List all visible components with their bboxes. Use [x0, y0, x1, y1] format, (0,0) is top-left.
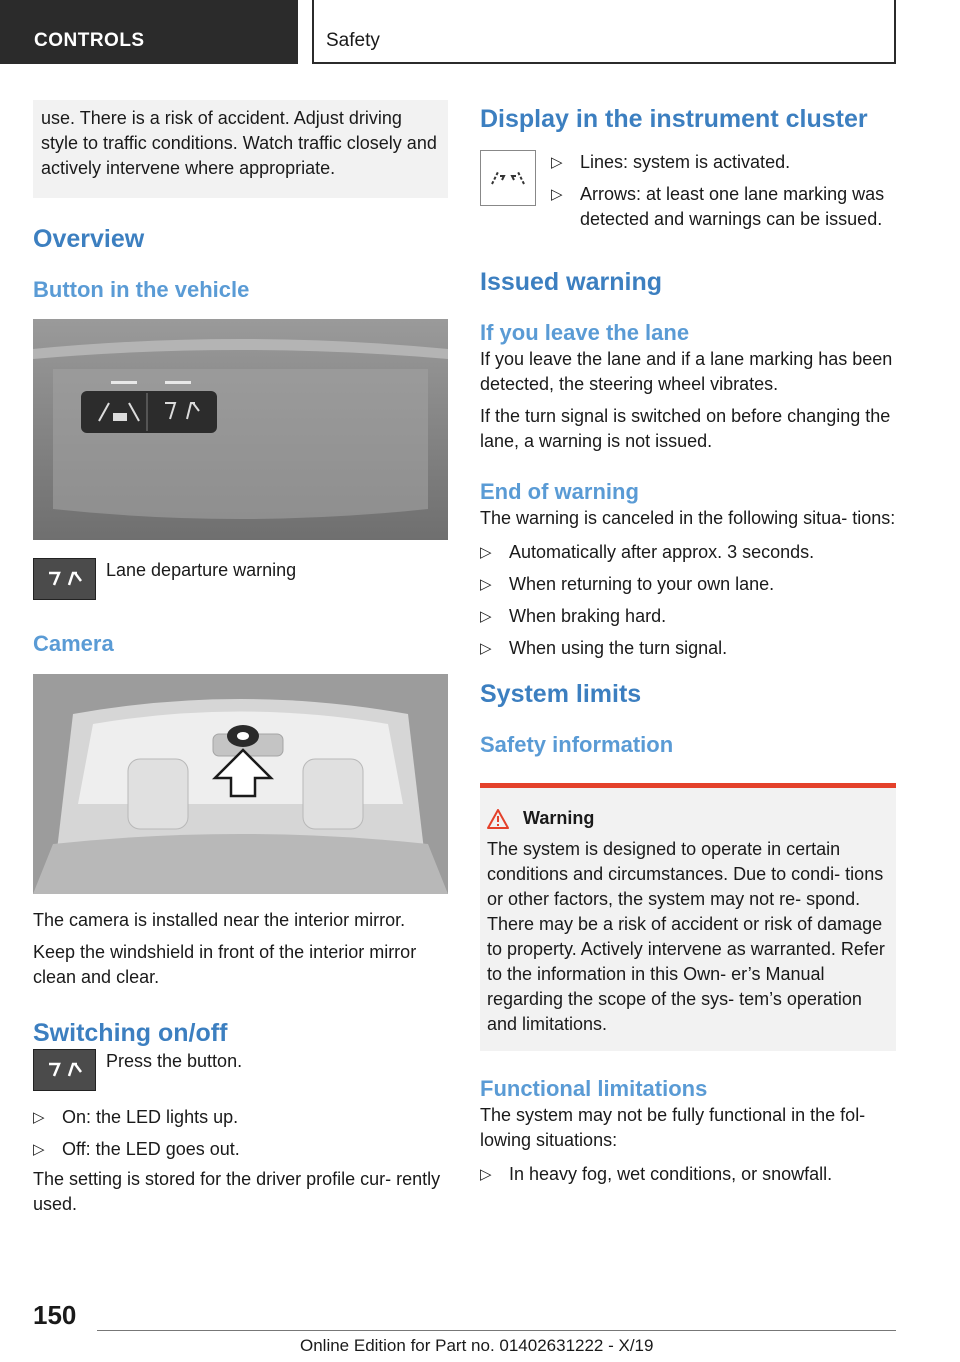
button-panel-illustration [33, 319, 448, 540]
switch-caption: Press the button. [106, 1051, 243, 1071]
footer-divider [97, 1330, 896, 1331]
functional-paragraph: The system may not be fully functional in the fol‐ lowing situations: [480, 1105, 866, 1150]
end-list [480, 540, 896, 661]
bullet-triangle-icon: ▷ [480, 544, 492, 561]
warning-box [480, 783, 896, 1051]
button-caption: Lane departure warning [106, 560, 297, 580]
warning-label: Warning [523, 808, 595, 828]
bullet-triangle-icon: ▷ [551, 154, 563, 171]
bullet-triangle-icon: ▷ [480, 1166, 492, 1183]
callout-box [33, 100, 448, 198]
list-item: ▷ When braking hard. [480, 604, 896, 629]
switch-list [33, 1105, 448, 1162]
callout-text: use. There is a risk of accident. Adjust driving style to traffic conditions. Watch traffic closely and actively intervene where appropriate. [41, 108, 437, 178]
lane-markings-display-icon [480, 150, 536, 206]
leave-paragraph-2: If the turn signal is switched on before changing the lane, a warning is not issued. [480, 406, 891, 451]
display-list [551, 150, 896, 239]
bullet-triangle-icon: ▷ [551, 186, 563, 203]
display-row [480, 150, 896, 239]
page-header [0, 0, 960, 66]
display-heading: Display in the instrument cluster [480, 105, 868, 133]
end-warning-heading: End of warning [480, 479, 639, 504]
switch-caption-row [33, 1049, 448, 1091]
footer-edition: Online Edition for Part no. 01402631222 - X/19 [300, 1336, 654, 1355]
list-item: ▷ When returning to your own lane. [480, 572, 896, 597]
camera-heading: Camera [33, 631, 114, 656]
bullet-triangle-icon: ▷ [33, 1141, 45, 1158]
warning-header [487, 808, 889, 829]
list-item: ▷ Automatically after approx. 3 seconds. [480, 540, 896, 565]
switching-heading: Switching on/off [33, 1019, 228, 1047]
button-figure [33, 319, 448, 540]
switch-note: The setting is stored for the driver profile cur‐ rently used. [33, 1169, 441, 1214]
lane-departure-button-icon-2 [33, 1049, 96, 1091]
button-caption-row [33, 558, 448, 600]
camera-paragraph-2: Keep the windshield in front of the interior mirror clean and clear. [33, 942, 417, 987]
right-column [480, 100, 896, 1194]
bullet-triangle-icon: ▷ [480, 608, 492, 625]
overview-heading: Overview [33, 225, 145, 253]
bullet-triangle-icon: ▷ [480, 576, 492, 593]
list-item: ▷ Off: the LED goes out. [33, 1137, 448, 1162]
camera-location-illustration [33, 674, 448, 894]
warning-text: The system is designed to operate in certain conditions and circumstances. Due to condi‐ tions or other factors, the system may not re‐ spond. There may be a risk of accident or risk of damage to property. Actively intervene as warranted. Refer to the information in this Own‐ er’s Manual regarding the scope of the sys‐ tem’s operation and limitations. [487, 839, 885, 1034]
page-number: 150 [33, 1300, 77, 1330]
left-column [33, 100, 448, 1217]
system-limits-heading: System limits [480, 680, 642, 708]
bullet-triangle-icon: ▷ [33, 1109, 45, 1126]
leave-lane-heading: If you leave the lane [480, 320, 690, 345]
list-item: ▷ In heavy fog, wet conditions, or snowfall. [480, 1162, 896, 1187]
warning-triangle-icon [487, 809, 509, 829]
lane-departure-button-icon [33, 558, 96, 600]
header-section-label: CONTROLS [0, 0, 298, 64]
functional-limitations-heading: Functional limitations [480, 1076, 708, 1101]
button-heading: Button in the vehicle [33, 277, 250, 302]
issued-warning-heading: Issued warning [480, 268, 662, 296]
list-item: ▷ Lines: system is activated. [551, 150, 896, 175]
header-chapter-label: Safety [312, 0, 896, 64]
camera-figure [33, 674, 448, 894]
camera-paragraph-1: The camera is installed near the interior mirror. [33, 910, 406, 930]
bullet-triangle-icon: ▷ [480, 640, 492, 657]
leave-paragraph-1: If you leave the lane and if a lane marking has been detected, the steering wheel vibrates. [480, 349, 893, 394]
list-item: ▷ Arrows: at least one lane marking was detected and warnings can be issued. [551, 184, 885, 229]
list-item: ▷ On: the LED lights up. [33, 1105, 448, 1130]
end-paragraph: The warning is canceled in the following situa‐ tions: [480, 508, 896, 528]
list-item: ▷ When using the turn signal. [480, 636, 896, 661]
safety-information-heading: Safety information [480, 732, 674, 757]
functional-list [480, 1162, 896, 1187]
